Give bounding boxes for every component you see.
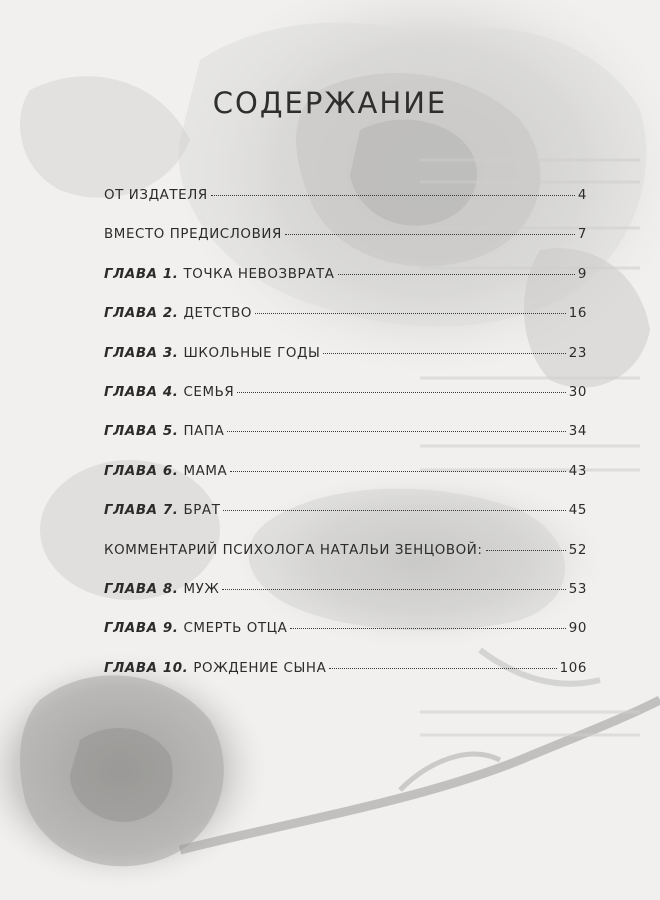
page-number: 53: [568, 581, 587, 597]
chapter-number: ГЛАВА 9.: [104, 621, 179, 637]
toc-entry: [104, 464, 587, 503]
toc-entry: [104, 188, 587, 227]
toc-entry: [104, 306, 587, 345]
page-number: 106: [559, 660, 587, 676]
toc-entry: [104, 385, 587, 424]
toc-entry: [104, 661, 587, 700]
entry-title: ШКОЛЬНЫЕ ГОДЫ: [183, 345, 321, 361]
page-number: 16: [568, 306, 587, 322]
dot-leader: [227, 431, 565, 432]
toc-entry: [104, 346, 587, 385]
page-number: 52: [568, 542, 587, 558]
dot-leader: [255, 313, 566, 314]
page-number: 45: [568, 503, 587, 519]
dot-leader: [237, 392, 565, 393]
page-number: 4: [577, 188, 587, 203]
toc-entry: [104, 267, 587, 306]
entry-title: ДЕТСТВО: [183, 306, 253, 322]
dot-leader: [222, 589, 565, 590]
dot-leader: [486, 550, 566, 551]
entry-title: БРАТ: [183, 503, 221, 519]
chapter-number: ГЛАВА 4.: [104, 384, 179, 400]
dot-leader: [323, 353, 565, 354]
chapter-number: ГЛАВА 6.: [104, 463, 179, 479]
toc-entry: [104, 582, 587, 621]
chapter-number: ГЛАВА 1.: [104, 266, 179, 282]
page-number: 9: [577, 266, 587, 282]
entry-title: РОЖДЕНИЕ СЫНА: [193, 660, 327, 676]
chapter-number: ГЛАВА 5.: [104, 424, 179, 440]
toc-entry: [104, 424, 587, 463]
page-title: СОДЕРЖАНИЕ: [212, 86, 448, 120]
toc-entry: [104, 227, 587, 266]
page-number: 23: [568, 345, 587, 361]
entry-title: МАМА: [183, 463, 228, 479]
page-number: 43: [568, 463, 587, 479]
table-of-contents: [104, 188, 587, 700]
dot-leader: [230, 471, 565, 472]
dot-leader: [338, 274, 575, 275]
entry-title: ВМЕСТО ПРЕДИСЛОВИЯ: [104, 227, 282, 243]
chapter-number: ГЛАВА 8.: [104, 581, 179, 597]
dot-leader: [329, 668, 556, 669]
dot-leader: [211, 195, 575, 196]
entry-title: ОТ ИЗДАТЕЛЯ: [104, 188, 208, 203]
page-number: 34: [568, 424, 587, 440]
entry-title: СМЕРТЬ ОТЦА: [183, 621, 288, 637]
chapter-number: ГЛАВА 2.: [104, 306, 179, 322]
toc-entry: [104, 621, 587, 660]
toc-entry: [104, 503, 587, 542]
entry-title: ТОЧКА НЕВОЗВРАТА: [183, 266, 335, 282]
chapter-number: ГЛАВА 3.: [104, 345, 179, 361]
dot-leader: [290, 628, 565, 629]
dot-leader: [285, 234, 575, 235]
entry-title: МУЖ: [183, 581, 220, 597]
chapter-number: ГЛАВА 7.: [104, 503, 179, 519]
toc-entry: [104, 543, 587, 582]
entry-title: СЕМЬЯ: [183, 384, 235, 400]
page-number: 90: [568, 621, 587, 637]
dot-leader: [223, 510, 565, 511]
entry-title: КОММЕНТАРИЙ ПСИХОЛОГА НАТАЛЬИ ЗЕНЦОВОЙ:: [104, 542, 483, 558]
chapter-number: ГЛАВА 10.: [104, 660, 189, 676]
page-number: 30: [568, 384, 587, 400]
entry-title: ПАПА: [183, 424, 225, 440]
page-number: 7: [577, 227, 587, 243]
